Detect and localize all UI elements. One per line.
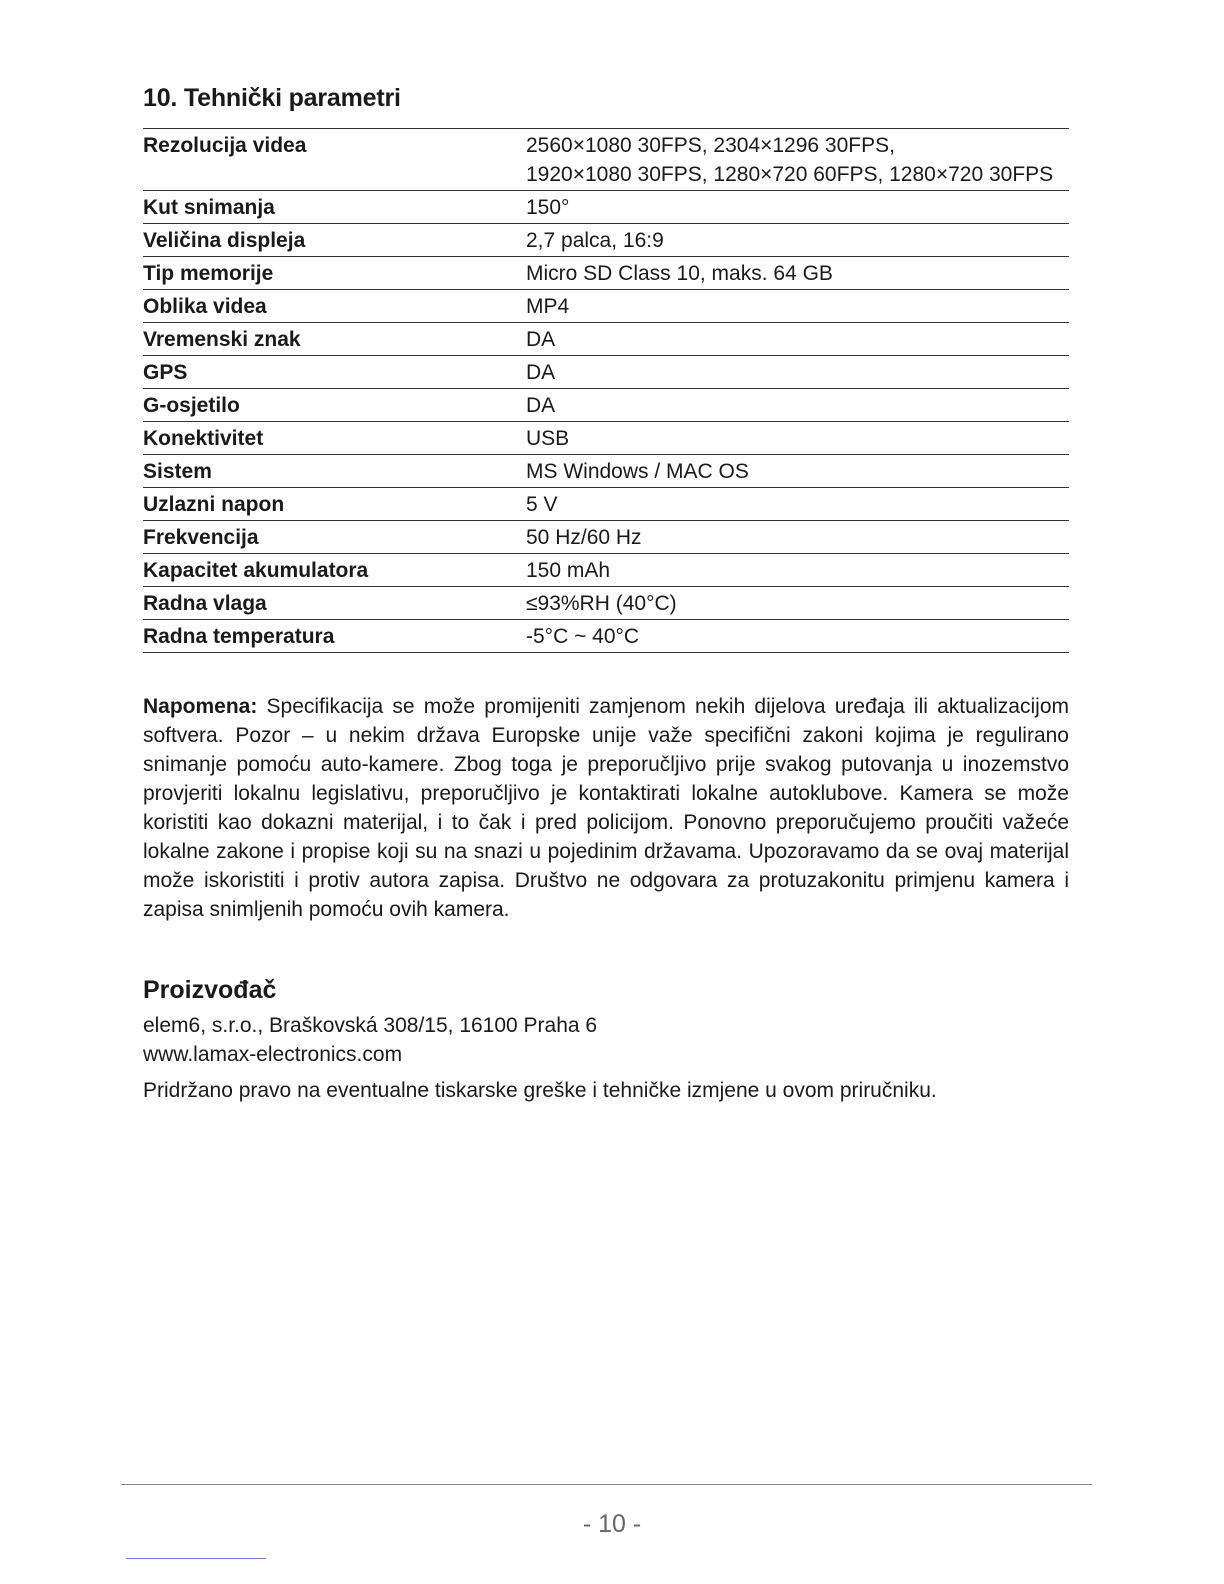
spec-value bbox=[526, 224, 1069, 257]
spec-label: Vremenski znak bbox=[143, 323, 526, 356]
spec-value bbox=[526, 455, 1069, 488]
section-title: 10. Tehnički parametri bbox=[143, 84, 401, 112]
manufacturer-address: elem6, s.r.o., Braškovská 308/15, 16100 Praha 6 bbox=[143, 1014, 598, 1037]
spec-value-line: DA bbox=[526, 394, 556, 417]
spec-value bbox=[526, 488, 1069, 521]
spec-row bbox=[143, 422, 1069, 455]
spec-value bbox=[526, 587, 1069, 620]
page-number: - 10 - bbox=[582, 1510, 642, 1538]
spec-row bbox=[143, 323, 1069, 356]
spec-value-line: 150° bbox=[526, 196, 570, 219]
spec-label: Kut snimanja bbox=[143, 191, 526, 224]
spec-row bbox=[143, 356, 1069, 389]
spec-label: Konektivitet bbox=[143, 422, 526, 455]
spec-label: G-osjetilo bbox=[143, 389, 526, 422]
spec-row bbox=[143, 129, 1069, 191]
spec-row bbox=[143, 455, 1069, 488]
spec-row bbox=[143, 620, 1069, 653]
spec-label: Radna temperatura bbox=[143, 620, 526, 653]
spec-value-line: -5°C ~ 40°C bbox=[526, 625, 640, 648]
spec-table bbox=[143, 128, 1069, 653]
spec-value-line: 5 V bbox=[526, 493, 558, 516]
spec-value-line: 2,7 palca, 16:9 bbox=[526, 229, 664, 252]
spec-value-line: Micro SD Class 10, maks. 64 GB bbox=[526, 262, 833, 285]
spec-label: Kapacitet akumulatora bbox=[143, 554, 526, 587]
manufacturer-website: www.lamax-electronics.com bbox=[143, 1043, 403, 1066]
spec-row bbox=[143, 224, 1069, 257]
spec-value-line: 2560×1080 30FPS, 2304×1296 30FPS, bbox=[526, 134, 895, 157]
spec-value bbox=[526, 422, 1069, 455]
note-paragraph bbox=[143, 692, 1069, 924]
spec-row bbox=[143, 554, 1069, 587]
spec-row bbox=[143, 290, 1069, 323]
spec-value-line: ≤93%RH (40°C) bbox=[526, 592, 677, 615]
spec-label: Rezolucija videa bbox=[143, 129, 526, 191]
spec-value-line: 1920×1080 30FPS, 1280×720 60FPS, 1280×720 30FPS bbox=[526, 163, 1054, 186]
spec-value-line: DA bbox=[526, 328, 556, 351]
spec-row bbox=[143, 488, 1069, 521]
spec-value-line: MS Windows / MAC OS bbox=[526, 460, 749, 483]
spec-label: GPS bbox=[143, 356, 526, 389]
disclaimer-text: Pridržano pravo na eventualne tiskarske greške i tehničke izmjene u ovom priručniku. bbox=[143, 1079, 937, 1102]
spec-value-line: 150 mAh bbox=[526, 559, 611, 582]
spec-value bbox=[526, 290, 1069, 323]
spec-table-body bbox=[143, 129, 1069, 653]
spec-row bbox=[143, 587, 1069, 620]
note-text: Specifikacija se može promijeniti zamjenom nekih dijelova uređaja ili aktualizacijom softvera. Pozor – u nekim država Europske unije važe specifični zakoni kojima je regulirano snimanje pomoću auto-kamere. Zbog toga je preporučljivo prije svakog putovanja u inozemstvo provjeriti lokalnu legislativu, preporučljivo je kontaktirati lokalne autoklubove. Kamera se može koristiti kao dokazni materijal, i to čak i pred policijom. Ponovno preporučujemo proučiti važeće lokalne zakone i propise koji su na snazi u pojedinim državama. Upozoravamo da se ovaj materijal može iskoristiti i protiv autora zapisa. Društvo ne odgovara za protuzakonitu primjenu kamera i zapisa snimljenih pomoću ovih kamera. bbox=[143, 695, 1069, 921]
spec-label: Oblika videa bbox=[143, 290, 526, 323]
spec-value-line: 50 Hz/60 Hz bbox=[526, 526, 642, 549]
spec-value bbox=[526, 389, 1069, 422]
manufacturer-info bbox=[143, 1011, 597, 1069]
note-label: Napomena: bbox=[143, 695, 258, 718]
spec-value-line: USB bbox=[526, 427, 570, 450]
spec-label: Radna vlaga bbox=[143, 587, 526, 620]
spec-label: Veličina displeja bbox=[143, 224, 526, 257]
spec-value-line: MP4 bbox=[526, 295, 570, 318]
spec-value bbox=[526, 129, 1069, 191]
spec-label: Sistem bbox=[143, 455, 526, 488]
spec-row bbox=[143, 521, 1069, 554]
spec-row bbox=[143, 389, 1069, 422]
spec-label: Tip memorije bbox=[143, 257, 526, 290]
spec-value bbox=[526, 356, 1069, 389]
manufacturer-title: Proizvođač bbox=[143, 976, 277, 1004]
spec-value bbox=[526, 191, 1069, 224]
footer-divider bbox=[121, 1484, 1092, 1485]
spec-row bbox=[143, 191, 1069, 224]
spec-value bbox=[526, 257, 1069, 290]
spec-label: Frekvencija bbox=[143, 521, 526, 554]
spec-value-line: DA bbox=[526, 361, 556, 384]
spec-value bbox=[526, 620, 1069, 653]
spec-row bbox=[143, 257, 1069, 290]
bottom-underline bbox=[126, 1558, 266, 1559]
spec-label: Uzlazni napon bbox=[143, 488, 526, 521]
spec-value bbox=[526, 554, 1069, 587]
spec-value bbox=[526, 521, 1069, 554]
spec-value bbox=[526, 323, 1069, 356]
